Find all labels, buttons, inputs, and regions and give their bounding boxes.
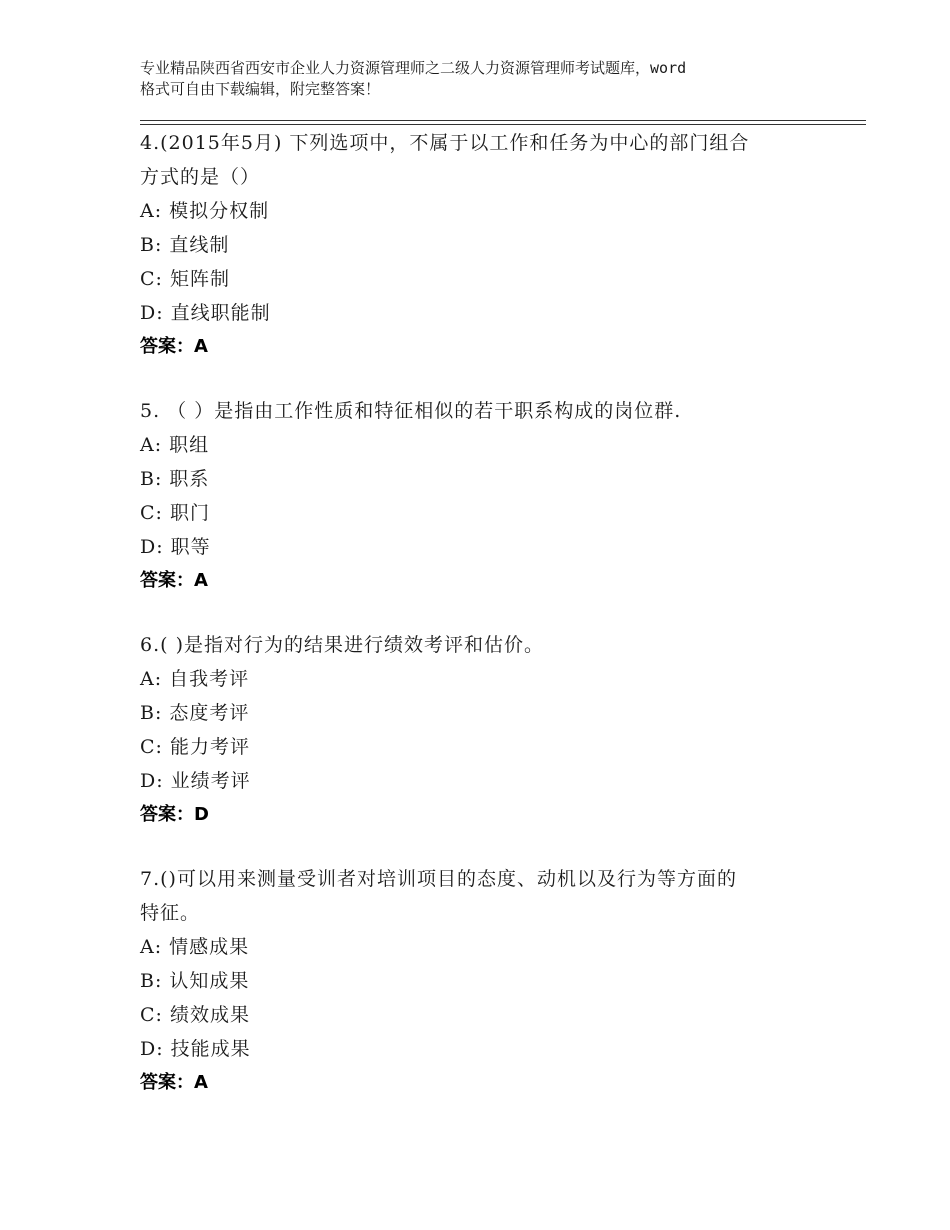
option-b: B: 认知成果 (140, 970, 250, 992)
option-b: B: 态度考评 (140, 702, 250, 724)
header-divider-top (140, 120, 866, 121)
option-a: A: 自我考评 (140, 668, 250, 690)
question-5 (140, 394, 840, 598)
header-line-2: 格式可自由下载编辑，附完整答案！ (140, 80, 381, 98)
option-d: D: 直线职能制 (140, 302, 271, 324)
option-a: A: 情感成果 (140, 936, 250, 958)
option-c: C: 绩效成果 (140, 1004, 250, 1026)
header-divider-bottom (140, 124, 866, 125)
document-header (140, 58, 840, 100)
option-d: D: 技能成果 (140, 1038, 251, 1060)
question-6 (140, 628, 840, 832)
answer-label: 答案：D (140, 804, 209, 825)
answer-label: 答案：A (140, 1072, 208, 1093)
question-7 (140, 862, 840, 1100)
option-d: D: 业绩考评 (140, 770, 251, 792)
question-stem-line: 7.()可以用来测量受训者对培训项目的态度、动机以及行为等方面的 (140, 868, 737, 890)
option-b: B: 直线制 (140, 234, 230, 256)
question-4 (140, 126, 840, 364)
option-d: D: 职等 (140, 536, 211, 558)
question-stem-line: 特征。 (140, 902, 201, 924)
question-stem-line: 4.(2015年5月) 下列选项中，不属于以工作和任务为中心的部门组合 (140, 132, 750, 154)
question-stem-line: 方式的是（） (140, 166, 261, 188)
question-list (140, 126, 840, 1130)
option-c: C: 职门 (140, 502, 210, 524)
question-stem-line: 5. （ ）是指由工作性质和特征相似的若干职系构成的岗位群. (140, 400, 682, 422)
answer-label: 答案：A (140, 336, 208, 357)
option-b: B: 职系 (140, 468, 210, 490)
header-line-1: 专业精品陕西省西安市企业人力资源管理师之二级人力资源管理师考试题库，word (140, 59, 687, 77)
option-c: C: 矩阵制 (140, 268, 230, 290)
option-c: C: 能力考评 (140, 736, 250, 758)
answer-label: 答案：A (140, 570, 208, 591)
question-stem-line: 6.( )是指对行为的结果进行绩效考评和估价。 (140, 634, 544, 656)
option-a: A: 职组 (140, 434, 210, 456)
option-a: A: 模拟分权制 (140, 200, 270, 222)
